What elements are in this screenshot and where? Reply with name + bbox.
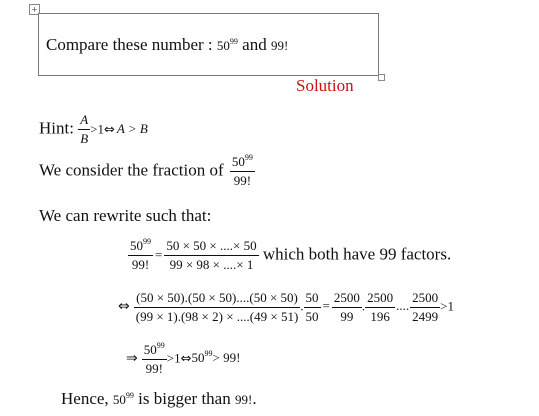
- problem-prefix: Compare these number :: [46, 35, 213, 54]
- step3-result: $50^{99}> 99$!: [191, 349, 241, 366]
- conclusion-number-b: 99!: [234, 392, 253, 407]
- rewrite-rhs-fraction: $\frac{50 \times 50 \times ....\times 50}{99 \times 98 \times ....\times 1}$: [166, 238, 257, 272]
- resize-handle-icon[interactable]: [378, 74, 385, 81]
- problem-connector: and: [242, 35, 267, 54]
- rewrite-equation: [128, 238, 451, 273]
- step2-frac-2500-2499: $\frac{2500}{2499}$: [412, 290, 439, 324]
- hint-iff-icon: ⇔: [104, 122, 115, 138]
- consider-fraction: $\frac{50^{99}}{99!}$: [231, 153, 253, 188]
- problem-statement: [46, 35, 288, 55]
- solution-heading: Solution: [296, 76, 354, 95]
- step2-gt1: >1: [440, 298, 454, 314]
- rewrite-eq: =: [155, 247, 163, 263]
- anchor-handle-icon[interactable]: +: [29, 4, 40, 15]
- step2-eq: =: [322, 298, 330, 314]
- hint-fraction: $\frac{A}{B}$: [80, 112, 89, 146]
- problem-number-a: $50^{99}$: [216, 37, 238, 53]
- rewrite-lhs-fraction: $\frac{50^{99}}{99!}$: [130, 237, 151, 272]
- step2-dot1: .: [300, 298, 304, 314]
- step2-frac-50-50: $\frac{50}{50}$: [305, 290, 319, 324]
- step2-big-fraction: $\frac{(50 \times 50).(50 \times 50)....(50 \times 50)}{(99 \times 1).(98 \times 2) \times ....(49 \times 51)}$: [135, 290, 299, 324]
- conclusion-prefix: Hence,: [61, 389, 109, 408]
- step3-fraction: $\frac{50^{99}}{99!}$: [143, 341, 165, 376]
- step3-equation: [126, 342, 240, 377]
- hint-relation: A > B: [116, 121, 148, 137]
- step2-frac-2500-99: $\frac{2500}{99}$: [333, 290, 360, 324]
- conclusion-end: .: [252, 389, 257, 408]
- hint-gt1: >1: [90, 121, 104, 137]
- step2-dot2: .: [361, 298, 366, 314]
- consider-text: We consider the fraction of: [39, 160, 224, 180]
- step3-implies-icon: ⇒: [126, 350, 138, 367]
- step2-frac-2500-196: $\frac{2500}{196}$: [367, 290, 394, 324]
- consider-line: [39, 154, 255, 189]
- hint-line: [39, 112, 148, 147]
- step3-iff-icon: ⇔: [180, 351, 192, 367]
- problem-number-b: 99!: [270, 38, 289, 53]
- conclusion-line: [61, 389, 257, 409]
- rewrite-text: We can rewrite such that:: [39, 206, 212, 225]
- step2-equation: [118, 290, 454, 325]
- rewrite-note: which both have 99 factors.: [262, 244, 452, 264]
- conclusion-middle: is bigger than: [138, 389, 231, 408]
- step2-dots: ....: [396, 298, 410, 314]
- step3-gt1: >1: [166, 350, 181, 366]
- conclusion-number-a: $50^{99}$: [112, 391, 134, 407]
- hint-label: Hint:: [39, 118, 74, 138]
- step2-iff-icon: ⇔: [118, 298, 130, 315]
